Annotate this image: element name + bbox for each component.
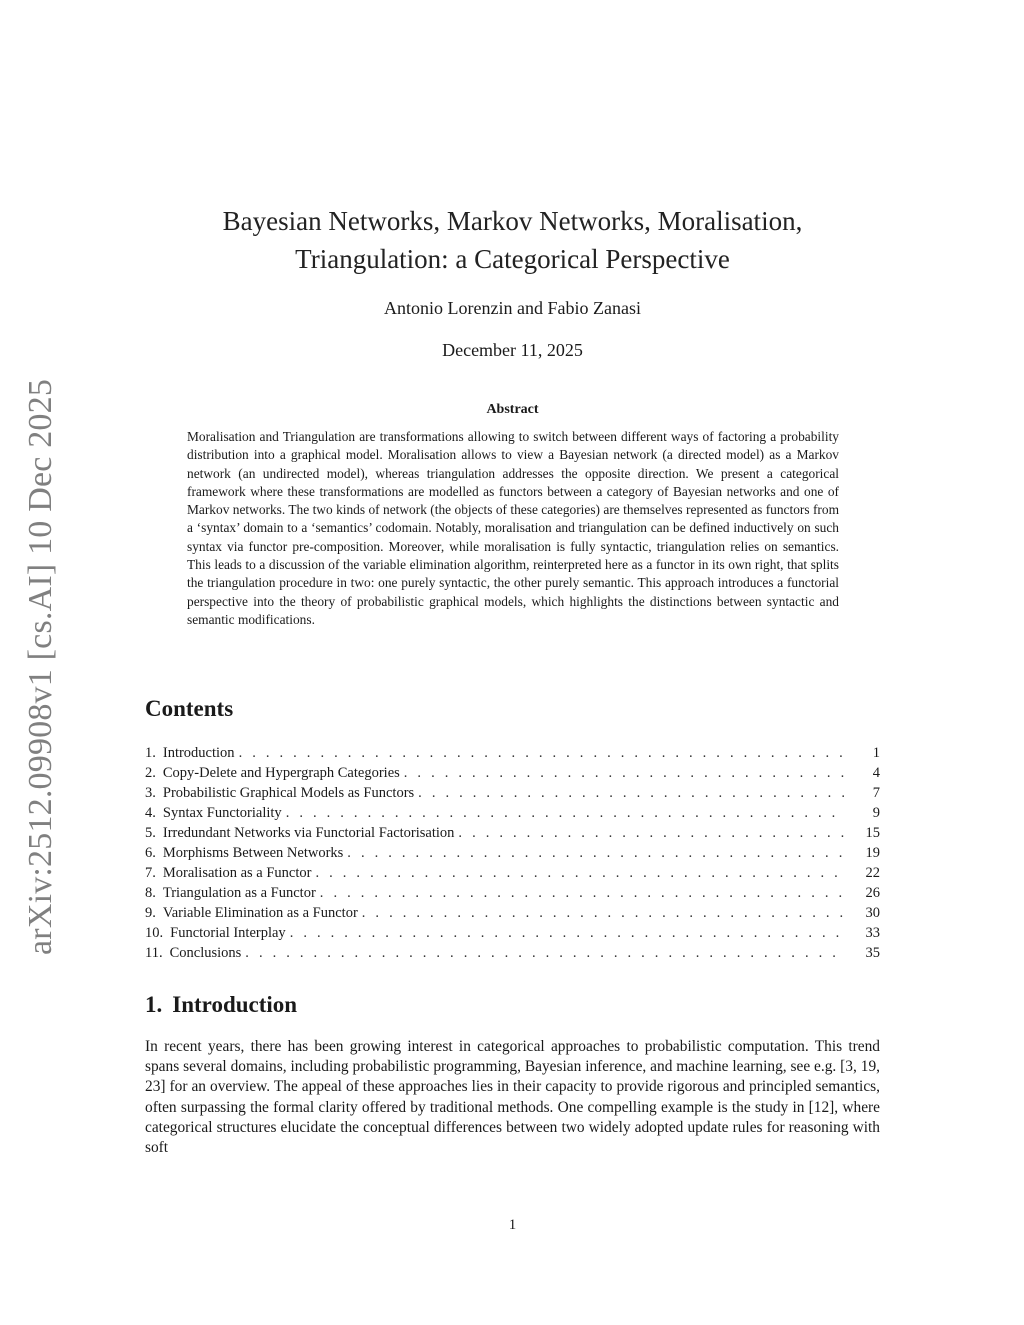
toc-leader-dots: [245, 943, 844, 963]
toc-leader-dots: [362, 903, 844, 923]
table-of-contents: [145, 743, 880, 963]
toc-entry-page[interactable]: 1: [872, 745, 880, 761]
toc-entry[interactable]: [145, 783, 880, 803]
toc-entry[interactable]: [145, 943, 880, 963]
toc-entry[interactable]: [145, 883, 880, 903]
toc-entry-label[interactable]: Introduction: [162, 745, 235, 761]
abstract-text: Moralisation and Triangulation are transformations allowing to switch between different ways of factoring a probability distribution into a graphical model. Moralisation allows to view a Bayesian network (a directed model) as a Markov network (an undirected model), whereas triangulation addresses the opposite direction. We present a categorical framework where these transformations are modelled as functors between a category of Bayesian networks and one of Markov networks. The two kinds of network (the objects of these categories) are themselves represented as functors from a ‘syntax’ domain to a ‘semantics’ codomain. Notably, moralisation and triangulation can be defined inductively on such syntax via functor pre-composition. Moreover, while moralisation is fully syntactic, triangulation relies on semantics. This leads to a discussion of the variable elimination algorithm, reinterpreted here as a functor in its own right, that splits the triangulation procedure in two: one purely syntactic, the other purely semantic. This approach introduces a functorial perspective into the theory of probabilistic graphical models, which highlights the distinctions between syntactic and semantic modifications.: [187, 429, 839, 627]
toc-entry-number: 8.: [145, 885, 156, 901]
toc-entry-page[interactable]: 26: [865, 885, 880, 901]
toc-entry-number: 11.: [145, 945, 163, 961]
toc-entry-number: 7.: [145, 865, 156, 881]
toc-entry-page[interactable]: 35: [865, 945, 880, 961]
title-line-2: Triangulation: a Categorical Perspective: [295, 244, 730, 274]
title-line-1: Bayesian Networks, Markov Networks, Moralisation,: [222, 206, 803, 236]
toc-entry-label[interactable]: Functorial Interplay: [170, 925, 286, 941]
toc-leader-dots: [315, 863, 844, 883]
toc-entry-label[interactable]: Triangulation as a Functor: [162, 885, 316, 901]
toc-entry-label[interactable]: Variable Elimination as a Functor: [162, 905, 358, 921]
section-title: Introduction: [172, 992, 298, 1017]
toc-entry-page[interactable]: 4: [872, 765, 880, 781]
toc-entry[interactable]: [145, 903, 880, 923]
toc-leader-dots: [404, 763, 844, 783]
toc-entry-number: 4.: [145, 805, 156, 821]
toc-entry-number: 1.: [145, 745, 156, 761]
toc-entry-number: 10.: [145, 925, 164, 941]
toc-entry-number: 5.: [145, 825, 156, 841]
contents-heading: Contents: [145, 696, 234, 721]
toc-entry-number: 6.: [145, 845, 156, 861]
toc-entry-page[interactable]: 7: [872, 785, 880, 801]
toc-entry-label[interactable]: Morphisms Between Networks: [162, 845, 344, 861]
arxiv-identifier-stamp: arXiv:2512.09908v1 [cs.AI] 10 Dec 2025: [22, 378, 59, 955]
toc-leader-dots: [290, 923, 844, 943]
toc-leader-dots: [458, 823, 844, 843]
toc-entry[interactable]: [145, 923, 880, 943]
toc-entry[interactable]: [145, 823, 880, 843]
introduction-heading: [145, 990, 297, 1020]
toc-entry-label[interactable]: Probabilistic Graphical Models as Functors: [162, 785, 415, 801]
toc-leader-dots: [320, 883, 844, 903]
introduction-text: In recent years, there has been growing interest in categorical approaches to probabilistic computation. This trend spans several domains, including probabilistic programming, Bayesian inference, and machine learning, see e.g. [3, 19, 23] for an overview. The appeal of these approaches lies in their capacity to provide rigorous and principled semantics, often surpassing the formal clarity offered by traditional methods. One compelling example is the study in [12], where categorical structures elucidate the conceptual differences between two widely adopted update rules for reasoning with soft: [145, 1038, 880, 1157]
toc-entry-page[interactable]: 22: [865, 865, 880, 881]
toc-entry[interactable]: [145, 863, 880, 883]
page-number: 1: [508, 1217, 517, 1233]
toc-entry-number: 3.: [145, 785, 156, 801]
toc-entry[interactable]: [145, 763, 880, 783]
toc-entry[interactable]: [145, 843, 880, 863]
paper-title: [145, 202, 880, 278]
toc-entry-label[interactable]: Syntax Functoriality: [162, 805, 282, 821]
toc-entry-label[interactable]: Irredundant Networks via Functorial Factorisation: [162, 825, 455, 841]
toc-entry-page[interactable]: 19: [865, 845, 880, 861]
publication-date: December 11, 2025: [442, 340, 583, 360]
toc-entry-label[interactable]: Conclusions: [169, 945, 242, 961]
section-number: 1.: [145, 992, 163, 1017]
toc-entry-number: 2.: [145, 765, 156, 781]
authors: Antonio Lorenzin and Fabio Zanasi: [384, 298, 641, 318]
toc-entry-number: 9.: [145, 905, 156, 921]
toc-entry-label[interactable]: Copy-Delete and Hypergraph Categories: [162, 765, 400, 781]
toc-entry-page[interactable]: 33: [865, 925, 880, 941]
toc-entry-page[interactable]: 30: [865, 905, 880, 921]
toc-entry-label[interactable]: Moralisation as a Functor: [162, 865, 312, 881]
toc-entry-page[interactable]: 9: [872, 805, 880, 821]
toc-leader-dots: [347, 843, 844, 863]
toc-leader-dots: [418, 783, 844, 803]
toc-leader-dots: [239, 743, 844, 763]
toc-entry-page[interactable]: 15: [865, 825, 880, 841]
abstract-heading: Abstract: [486, 402, 539, 417]
toc-leader-dots: [286, 803, 844, 823]
toc-entry[interactable]: [145, 803, 880, 823]
toc-entry[interactable]: [145, 743, 880, 763]
